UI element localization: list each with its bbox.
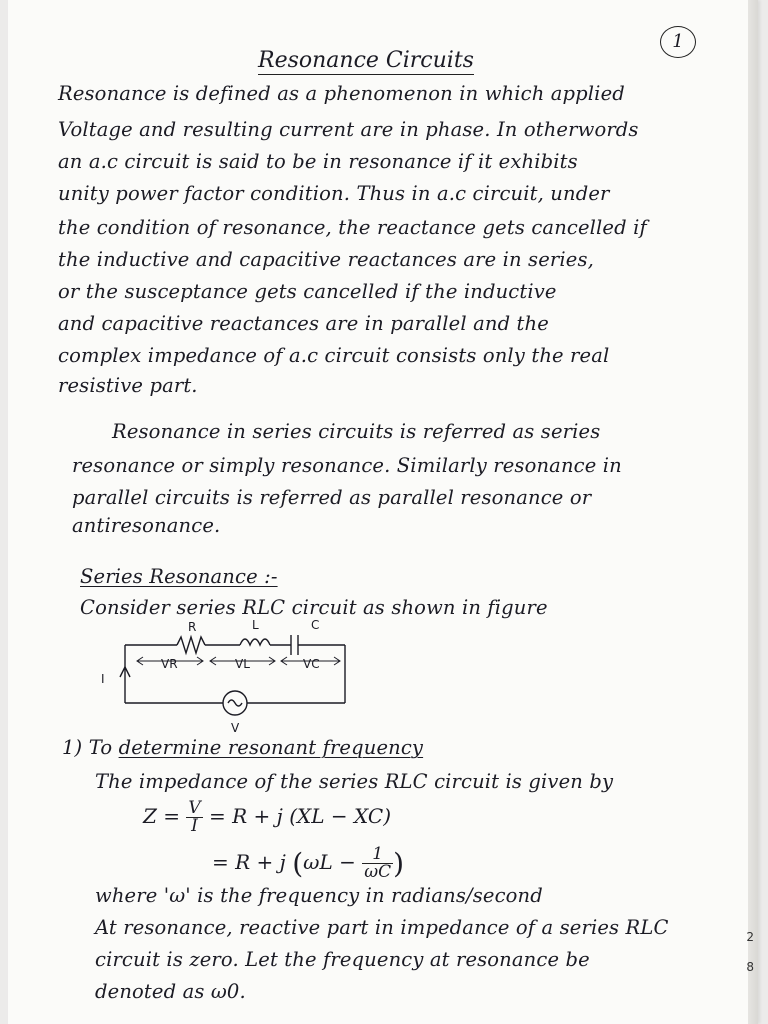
step1-heading xyxy=(62,736,423,759)
page-edge xyxy=(748,0,758,1024)
fraction-numerator: V xyxy=(188,798,201,818)
paragraph2-line: parallel circuits is referred as parallel resonance or xyxy=(72,486,592,509)
step-number: 1) xyxy=(62,736,83,759)
resonance-line: denoted as ω0. xyxy=(95,980,246,1003)
label-voltage: V xyxy=(231,721,240,735)
paragraph1-line: Resonance is defined as a phenomenon in which applied xyxy=(58,82,625,105)
paragraph1-line: an a.c circuit is said to be in resonance if it exhibits xyxy=(58,150,578,173)
rlc-circuit-diagram xyxy=(95,615,365,735)
equation-impedance-expanded: = R + j (ωL − $\frac{1}{\omega C}$ ) xyxy=(212,844,405,882)
label-vl: VL xyxy=(235,657,250,671)
paragraph1-line: resistive part. xyxy=(58,374,198,397)
page-number: 1 xyxy=(660,26,696,58)
fraction-numerator: 1 xyxy=(362,846,393,864)
paragraph1-line: or the susceptance gets cancelled if the inductive xyxy=(58,280,557,303)
section-heading: Series Resonance :- xyxy=(80,565,278,588)
paragraph1-line: and capacitive reactances are in parallel and the xyxy=(58,312,549,335)
equation-impedance xyxy=(143,800,391,835)
edge-mark: 2 xyxy=(746,930,754,944)
paragraph2-line: resonance or simply resonance. Similarly resonance in xyxy=(72,454,622,477)
eq1-lhs: Z = xyxy=(143,804,181,828)
label-r: R xyxy=(188,620,197,634)
fraction-one-over-omega-c xyxy=(362,846,393,881)
eq1-rhs: = R + j (XL − XC) xyxy=(209,804,392,828)
label-vr: VR xyxy=(161,657,178,671)
step-prefix: To xyxy=(88,736,113,759)
eq2-term: ωL − xyxy=(303,850,356,874)
paragraph1-line: Voltage and resulting current are in phase. In otherwords xyxy=(58,118,639,141)
paragraph1-line: complex impedance of a.c circuit consists only the real xyxy=(58,344,610,367)
impedance-intro: The impedance of the series RLC circuit is given by xyxy=(95,770,614,793)
fraction-denominator: I xyxy=(191,816,198,836)
eq2-prefix: = R + j xyxy=(212,850,286,874)
step-title: determine resonant frequency xyxy=(118,736,424,759)
resonance-line: circuit is zero. Let the frequency at resonance be xyxy=(95,948,590,971)
fraction-v-over-i xyxy=(186,800,202,835)
paragraph1-line: the condition of resonance, the reactance gets cancelled if xyxy=(58,216,647,239)
edge-mark: 8 xyxy=(746,960,754,974)
series-intro: Consider series RLC circuit as shown in figure xyxy=(80,596,548,619)
paragraph2-line: antiresonance. xyxy=(72,514,221,537)
label-c: C xyxy=(311,618,320,632)
label-current: I xyxy=(101,672,105,686)
label-vc: VC xyxy=(303,657,320,671)
where-line: where 'ω' is the frequency in radians/second xyxy=(95,884,543,907)
paragraph1-line: the inductive and capacitive reactances are in series, xyxy=(58,248,594,271)
fraction-denominator: ωC xyxy=(364,862,392,882)
paragraph1-line: unity power factor condition. Thus in a.c circuit, under xyxy=(58,182,610,205)
page-title: Resonance Circuits xyxy=(258,48,474,73)
paragraph2-line: Resonance in series circuits is referred as series xyxy=(112,420,601,443)
label-l: L xyxy=(252,618,259,632)
resonance-line: At resonance, reactive part in impedance of a series RLC xyxy=(95,916,669,939)
resistor-symbol xyxy=(177,637,205,653)
inductor-symbol xyxy=(240,639,270,645)
